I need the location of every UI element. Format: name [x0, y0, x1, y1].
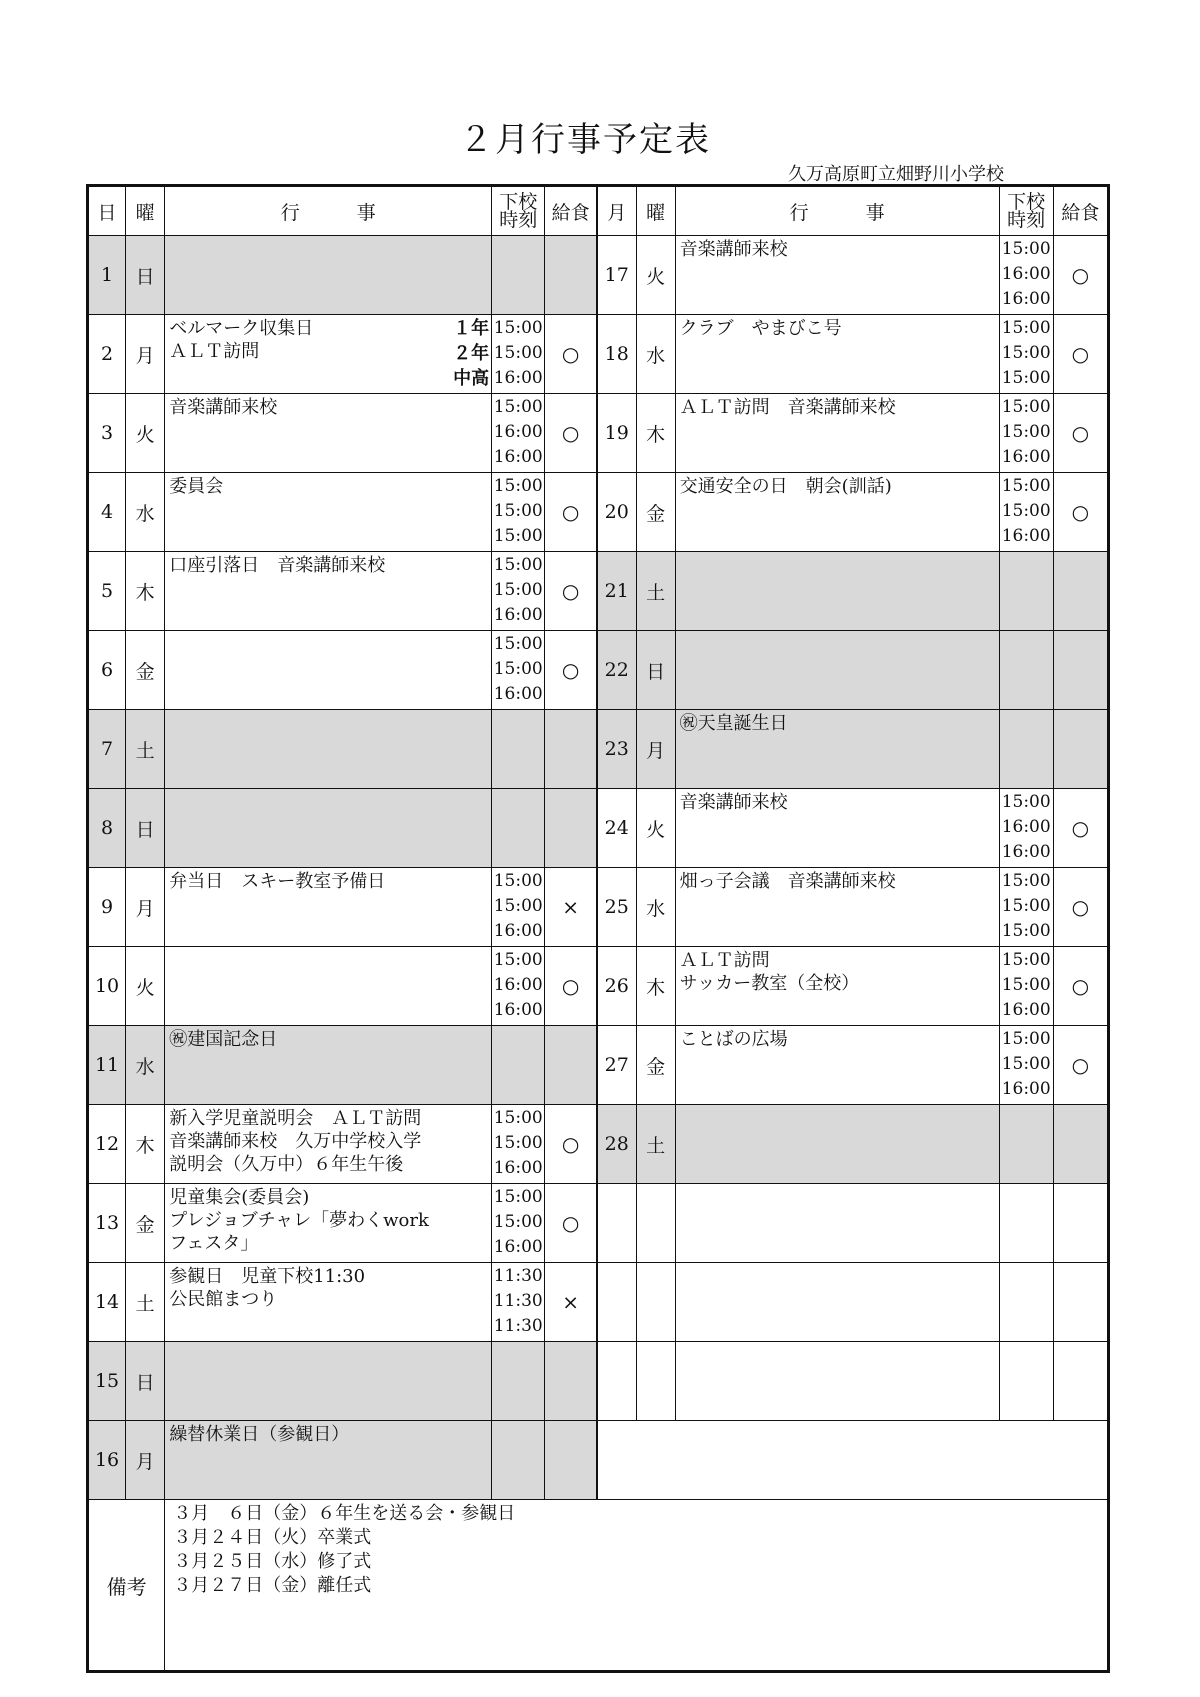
day-number: 15 [88, 1342, 126, 1421]
events-cell [675, 868, 999, 947]
dismissal-times [999, 473, 1053, 552]
lunch-mark [1053, 1263, 1108, 1342]
dismissal-times [492, 1342, 545, 1421]
header-dismissal-2: 下校 時刻 [999, 186, 1053, 236]
dismissal-times [999, 789, 1053, 868]
weekday-cell: 月 [126, 1421, 165, 1500]
lunch-mark: ○ [545, 394, 597, 473]
event-line: 参観日 児童下校11:30 [169, 1266, 366, 1287]
day-row [88, 1026, 1109, 1105]
dismissal-time: 16:00 [493, 684, 543, 704]
header-lunch: 給食 [545, 186, 597, 236]
day-row [88, 1105, 1109, 1184]
note-line: ３月 ６日（金）６年生を送る会・参観日 [173, 1503, 516, 1524]
event-line: プレジョブチャレ「夢わくwork [169, 1210, 429, 1231]
day-number: 20 [597, 473, 636, 552]
lunch-mark [545, 1421, 597, 1500]
lunch-mark [1053, 1342, 1108, 1421]
weekday-cell: 金 [126, 631, 165, 710]
dismissal-times [492, 789, 545, 868]
day-number: 11 [88, 1026, 126, 1105]
event-line: 繰替休業日（参観日） [169, 1424, 350, 1445]
day-number: 5 [88, 552, 126, 631]
dismissal-times [492, 868, 545, 947]
day-number: 19 [597, 394, 636, 473]
events-cell [675, 394, 999, 473]
events-cell [165, 1105, 492, 1184]
dismissal-time: 15:00 [1001, 343, 1051, 363]
day-number: 1 [88, 236, 126, 315]
school-name: 久万高原町立畑野川小学校 [788, 164, 1004, 185]
header-lunch-2: 給食 [1053, 186, 1108, 236]
day-number: 22 [597, 631, 636, 710]
day-number [597, 1184, 636, 1263]
dismissal-time: 16:00 [493, 975, 543, 995]
weekday-cell: 木 [126, 1105, 165, 1184]
dismissal-times [492, 947, 545, 1026]
events-cell [165, 394, 492, 473]
dismissal-time: 11:30 [493, 1266, 543, 1286]
day-number: 2 [88, 315, 126, 394]
event-line: サッカー教室（全校） [679, 973, 860, 994]
lunch-mark: ○ [1053, 236, 1108, 315]
notes-content [165, 1500, 1109, 1672]
dismissal-time: 16:00 [1001, 447, 1051, 467]
dismissal-time: 15:00 [1001, 1029, 1051, 1049]
event-line: ことばの広場 [679, 1029, 788, 1050]
header-day-2: 月 [597, 186, 636, 236]
events-cell [165, 631, 492, 710]
day-number: 18 [597, 315, 636, 394]
dismissal-time: 15:00 [493, 1108, 543, 1128]
note-line: ３月２７日（金）離任式 [173, 1575, 372, 1596]
weekday-cell [636, 1263, 675, 1342]
weekday-cell: 土 [636, 1105, 675, 1184]
lunch-mark: ○ [1053, 315, 1108, 394]
dismissal-time: 15:00 [1001, 792, 1051, 812]
day-row [88, 552, 1109, 631]
day-number: 7 [88, 710, 126, 789]
lunch-mark: ○ [1053, 1026, 1108, 1105]
day-number: 28 [597, 1105, 636, 1184]
lunch-mark [1053, 1184, 1108, 1263]
dismissal-times [999, 1342, 1053, 1421]
events-cell [165, 236, 492, 315]
lunch-mark: × [545, 868, 597, 947]
weekday-cell: 水 [126, 473, 165, 552]
events-cell [675, 710, 999, 789]
dismissal-time: 15:00 [1001, 896, 1051, 916]
weekday-cell: 日 [126, 1342, 165, 1421]
events-cell [675, 789, 999, 868]
dismissal-times [999, 631, 1053, 710]
event-line: 説明会（久万中）６年生午後 [169, 1154, 404, 1175]
events-cell [165, 868, 492, 947]
weekday-cell [636, 1342, 675, 1421]
events-cell [165, 315, 492, 394]
dismissal-times [999, 947, 1053, 1026]
events-cell [675, 947, 999, 1026]
events-cell [165, 1184, 492, 1263]
events-cell [675, 631, 999, 710]
lunch-mark [1053, 710, 1108, 789]
dismissal-times [492, 631, 545, 710]
day-row [88, 236, 1109, 315]
event-line: 新入学児童説明会 ＡＬＴ訪問 [169, 1108, 422, 1129]
grade-group-label: 中高 [453, 368, 490, 389]
dismissal-time: 15:00 [1001, 921, 1051, 941]
dismissal-time: 15:00 [493, 1212, 543, 1232]
events-cell [675, 236, 999, 315]
weekday-cell: 土 [126, 710, 165, 789]
weekday-cell: 水 [636, 868, 675, 947]
dismissal-times [492, 552, 545, 631]
events-cell [165, 710, 492, 789]
dismissal-time: 15:00 [493, 501, 543, 521]
event-line: 委員会 [169, 476, 224, 497]
events-cell [165, 1263, 492, 1342]
grade-group-label: ２年 [453, 343, 490, 364]
lunch-mark: ○ [1053, 947, 1108, 1026]
empty-merged-cell [597, 1421, 1109, 1500]
day-row [88, 394, 1109, 473]
dismissal-time: 15:00 [1001, 239, 1051, 259]
event-line: ㊗建国記念日 [169, 1029, 278, 1050]
lunch-mark: × [545, 1263, 597, 1342]
lunch-mark [545, 236, 597, 315]
lunch-mark: ○ [545, 1184, 597, 1263]
weekday-cell: 日 [636, 631, 675, 710]
dismissal-times [999, 1184, 1053, 1263]
weekday-cell: 火 [636, 236, 675, 315]
day-number: 21 [597, 552, 636, 631]
dismissal-times [492, 1263, 545, 1342]
event-line: ㊗天皇誕生日 [679, 713, 788, 734]
weekday-cell: 木 [126, 552, 165, 631]
events-cell [165, 789, 492, 868]
note-line: ３月２４日（火）卒業式 [173, 1527, 372, 1548]
day-number: 25 [597, 868, 636, 947]
weekday-cell: 金 [636, 473, 675, 552]
dismissal-time: 16:00 [1001, 289, 1051, 309]
dismissal-time: 15:00 [1001, 318, 1051, 338]
event-line: 音楽講師来校 [169, 397, 278, 418]
events-cell [675, 473, 999, 552]
schedule-table [86, 184, 1110, 1673]
dismissal-time: 15:00 [1001, 368, 1051, 388]
day-row [88, 868, 1109, 947]
day-row [88, 1184, 1109, 1263]
lunch-mark: ○ [545, 947, 597, 1026]
day-number: 26 [597, 947, 636, 1026]
event-line: ＡＬＴ訪問 [679, 950, 770, 971]
header-row [88, 186, 1109, 236]
lunch-mark [545, 710, 597, 789]
weekday-cell: 日 [126, 789, 165, 868]
events-cell [675, 1263, 999, 1342]
dismissal-time: 15:00 [1001, 975, 1051, 995]
day-number: 8 [88, 789, 126, 868]
header-weekday: 曜 [126, 186, 165, 236]
dismissal-time: 15:00 [1001, 871, 1051, 891]
dismissal-time: 16:00 [493, 1000, 543, 1020]
day-number: 16 [88, 1421, 126, 1500]
day-row [88, 710, 1109, 789]
weekday-cell: 水 [126, 1026, 165, 1105]
event-line: 口座引落日 音楽講師来校 [169, 555, 386, 576]
lunch-mark: ○ [545, 631, 597, 710]
event-line: 弁当日 スキー教室予備日 [169, 871, 386, 892]
events-cell [165, 1421, 492, 1500]
event-line: 交通安全の日 朝会(訓話) [679, 476, 892, 497]
dismissal-time: 15:00 [493, 476, 543, 496]
events-cell [675, 552, 999, 631]
events-cell [165, 1342, 492, 1421]
event-line: ＡＬＴ訪問 [169, 341, 260, 362]
weekday-cell: 水 [636, 315, 675, 394]
dismissal-times [492, 1184, 545, 1263]
dismissal-times [492, 1421, 545, 1500]
dismissal-time: 16:00 [493, 368, 543, 388]
dismissal-time: 15:00 [493, 634, 543, 654]
dismissal-times [492, 1105, 545, 1184]
day-number: 10 [88, 947, 126, 1026]
events-cell [675, 1105, 999, 1184]
note-line: ３月２５日（水）修了式 [173, 1551, 372, 1572]
dismissal-time: 11:30 [493, 1291, 543, 1311]
lunch-mark: ○ [545, 315, 597, 394]
weekday-cell: 月 [126, 315, 165, 394]
dismissal-time: 15:00 [493, 1133, 543, 1153]
dismissal-time: 15:00 [1001, 476, 1051, 496]
weekday-cell: 火 [636, 789, 675, 868]
events-cell [675, 315, 999, 394]
lunch-mark: ○ [1053, 789, 1108, 868]
dismissal-times [492, 710, 545, 789]
lunch-mark: ○ [1053, 868, 1108, 947]
dismissal-time: 15:00 [493, 950, 543, 970]
event-line: ＡＬＴ訪問 音楽講師来校 [679, 397, 896, 418]
events-cell [165, 473, 492, 552]
dismissal-time: 16:00 [493, 1158, 543, 1178]
dismissal-time: 16:00 [493, 1237, 543, 1257]
dismissal-time: 15:00 [1001, 422, 1051, 442]
event-line: 児童集会(委員会) [169, 1187, 310, 1208]
lunch-mark [545, 1342, 597, 1421]
day-number: 24 [597, 789, 636, 868]
day-number: 4 [88, 473, 126, 552]
day-number: 12 [88, 1105, 126, 1184]
dismissal-time: 15:00 [1001, 1054, 1051, 1074]
dismissal-times [999, 394, 1053, 473]
dismissal-time: 16:00 [1001, 526, 1051, 546]
weekday-cell: 火 [126, 394, 165, 473]
dismissal-times [492, 473, 545, 552]
day-row [88, 1342, 1109, 1421]
lunch-mark [545, 789, 597, 868]
day-number: 13 [88, 1184, 126, 1263]
day-number: 23 [597, 710, 636, 789]
notes-row [88, 1500, 1109, 1672]
dismissal-time: 15:00 [493, 555, 543, 575]
dismissal-time: 15:00 [493, 343, 543, 363]
weekday-cell: 月 [636, 710, 675, 789]
weekday-cell: 土 [126, 1263, 165, 1342]
dismissal-times [492, 394, 545, 473]
weekday-cell: 土 [636, 552, 675, 631]
day-number [597, 1342, 636, 1421]
day-number: 3 [88, 394, 126, 473]
day-row [88, 1421, 1109, 1500]
dismissal-time: 15:00 [493, 871, 543, 891]
dismissal-time: 15:00 [493, 896, 543, 916]
day-row [88, 315, 1109, 394]
day-row [88, 473, 1109, 552]
dismissal-time: 16:00 [493, 422, 543, 442]
event-line: 音楽講師来校 [679, 239, 788, 260]
weekday-cell: 金 [126, 1184, 165, 1263]
event-line: クラブ やまびこ号 [679, 318, 842, 339]
day-number: 6 [88, 631, 126, 710]
lunch-mark: ○ [545, 1105, 597, 1184]
dismissal-times [999, 315, 1053, 394]
page-title: ２月行事予定表 [459, 120, 711, 160]
header-weekday-2: 曜 [636, 186, 675, 236]
header-events: 行 事 [165, 186, 492, 236]
lunch-mark: ○ [545, 473, 597, 552]
day-row [88, 789, 1109, 868]
day-number: 27 [597, 1026, 636, 1105]
dismissal-time: 15:00 [493, 659, 543, 679]
event-line: 公民館まつり [169, 1289, 278, 1310]
day-number [597, 1263, 636, 1342]
weekday-cell: 火 [126, 947, 165, 1026]
dismissal-times [999, 1263, 1053, 1342]
dismissal-time: 16:00 [493, 921, 543, 941]
dismissal-times [492, 1026, 545, 1105]
event-line: ベルマーク収集日 [169, 318, 314, 339]
dismissal-time: 16:00 [1001, 1000, 1051, 1020]
weekday-cell: 月 [126, 868, 165, 947]
dismissal-time: 11:30 [493, 1316, 543, 1336]
weekday-cell: 木 [636, 947, 675, 1026]
lunch-mark: ○ [1053, 394, 1108, 473]
day-row [88, 631, 1109, 710]
weekday-cell [636, 1184, 675, 1263]
lunch-mark [545, 1026, 597, 1105]
event-line: 音楽講師来校 [679, 792, 788, 813]
dismissal-time: 15:00 [1001, 950, 1051, 970]
events-cell [165, 1026, 492, 1105]
events-cell [165, 947, 492, 1026]
day-number: 9 [88, 868, 126, 947]
events-cell [675, 1342, 999, 1421]
header-events-2: 行 事 [675, 186, 999, 236]
dismissal-times [999, 710, 1053, 789]
dismissal-times [999, 552, 1053, 631]
lunch-mark: ○ [545, 552, 597, 631]
dismissal-times [492, 236, 545, 315]
lunch-mark [1053, 1105, 1108, 1184]
lunch-mark [1053, 631, 1108, 710]
day-row [88, 1263, 1109, 1342]
event-line: フェスタ」 [169, 1233, 259, 1254]
weekday-cell: 金 [636, 1026, 675, 1105]
dismissal-time: 15:00 [1001, 501, 1051, 521]
weekday-cell: 日 [126, 236, 165, 315]
dismissal-times [999, 1026, 1053, 1105]
grade-group-label: １年 [453, 318, 490, 339]
day-number: 14 [88, 1263, 126, 1342]
dismissal-time: 16:00 [1001, 842, 1051, 862]
dismissal-times [492, 315, 545, 394]
dismissal-time: 16:00 [493, 447, 543, 467]
dismissal-time: 15:00 [1001, 397, 1051, 417]
header-dismissal: 下校 時刻 [492, 186, 545, 236]
notes-label: 備考 [88, 1500, 165, 1672]
dismissal-times [999, 1105, 1053, 1184]
dismissal-time: 16:00 [1001, 264, 1051, 284]
events-cell [165, 552, 492, 631]
events-cell [675, 1026, 999, 1105]
dismissal-time: 15:00 [493, 580, 543, 600]
dismissal-time: 16:00 [1001, 817, 1051, 837]
lunch-mark: ○ [1053, 473, 1108, 552]
weekday-cell: 木 [636, 394, 675, 473]
event-line: 音楽講師来校 久万中学校入学 [169, 1131, 422, 1152]
day-row [88, 947, 1109, 1026]
lunch-mark [1053, 552, 1108, 631]
event-line: 畑っ子会議 音楽講師来校 [679, 871, 896, 892]
dismissal-time: 15:00 [493, 397, 543, 417]
day-number: 17 [597, 236, 636, 315]
events-cell [675, 1184, 999, 1263]
dismissal-time: 15:00 [493, 318, 543, 338]
dismissal-times [999, 868, 1053, 947]
dismissal-times [999, 236, 1053, 315]
dismissal-time: 16:00 [493, 605, 543, 625]
dismissal-time: 15:00 [493, 526, 543, 546]
dismissal-time: 15:00 [493, 1187, 543, 1207]
dismissal-time: 16:00 [1001, 1079, 1051, 1099]
header-day: 日 [88, 186, 126, 236]
